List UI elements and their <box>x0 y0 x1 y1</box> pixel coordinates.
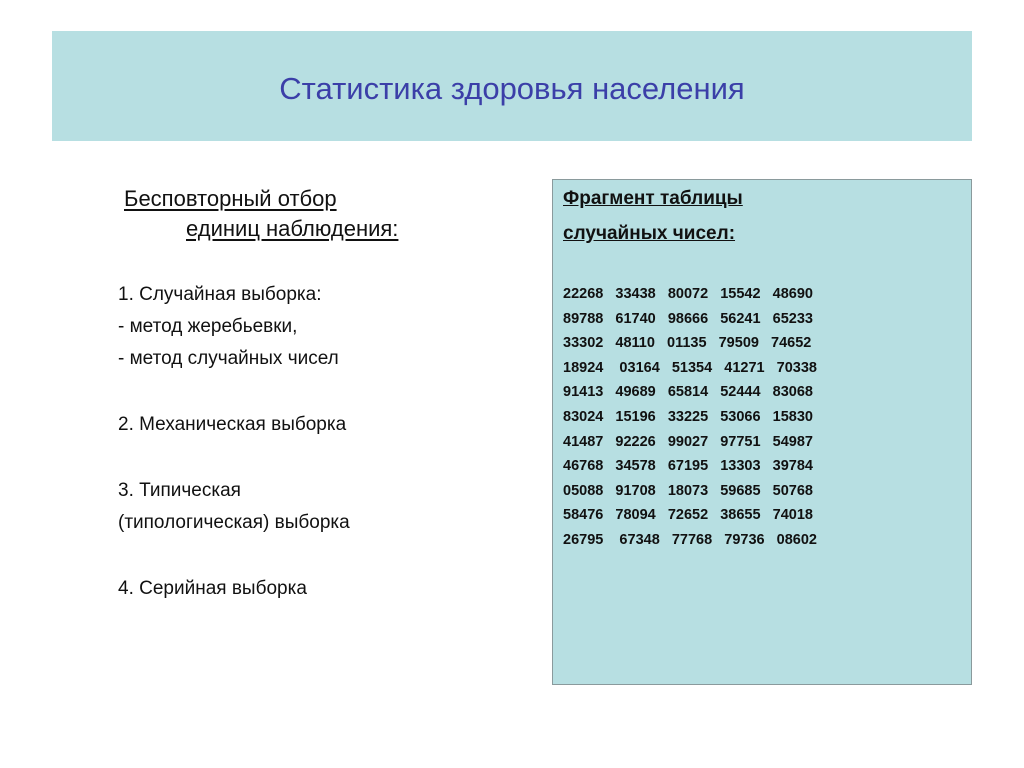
list-item-random-sample: 1. Случайная выборка: <box>118 284 322 305</box>
list-item-lottery-method: - метод жеребьевки, <box>118 316 298 337</box>
random-numbers-table <box>563 282 817 553</box>
number-row: 41487 92226 99027 97751 54987 <box>563 433 813 450</box>
number-row: 91413 49689 65814 52444 83068 <box>563 384 813 401</box>
number-row: 89788 61740 98666 56241 65233 <box>563 310 813 327</box>
number-row: 05088 91708 18073 59685 50768 <box>563 482 813 499</box>
list-item-typological-sample: (типологическая) выборка <box>118 512 350 533</box>
section-heading-line2: единиц наблюдения: <box>186 216 399 241</box>
number-row: 33302 48110 01135 79509 74652 <box>563 335 812 352</box>
panel-heading-line1: Фрагмент таблицы <box>563 188 743 209</box>
list-item-serial-sample: 4. Серийная выборка <box>118 578 307 599</box>
panel-heading-line2: случайных чисел: <box>563 223 736 244</box>
number-row: 26795 67348 77768 79736 08602 <box>563 531 817 548</box>
section-heading-line1: Бесповторный отбор <box>124 186 337 211</box>
list-item-typical: 3. Типическая <box>118 480 241 501</box>
number-row: 58476 78094 72652 38655 74018 <box>563 507 813 524</box>
list-item-mechanical-sample: 2. Механическая выборка <box>118 414 347 435</box>
random-numbers-panel <box>552 179 972 685</box>
slide-title: Статистика здоровья населения <box>279 71 745 106</box>
number-row: 22268 33438 80072 15542 48690 <box>563 286 813 302</box>
list-item-random-numbers-method: - метод случайных чисел <box>118 348 339 369</box>
number-row: 83024 15196 33225 53066 15830 <box>563 408 813 425</box>
title-banner <box>52 31 972 141</box>
number-row: 46768 34578 67195 13303 39784 <box>563 458 813 475</box>
number-row: 18924 03164 51354 41271 70338 <box>563 359 817 376</box>
